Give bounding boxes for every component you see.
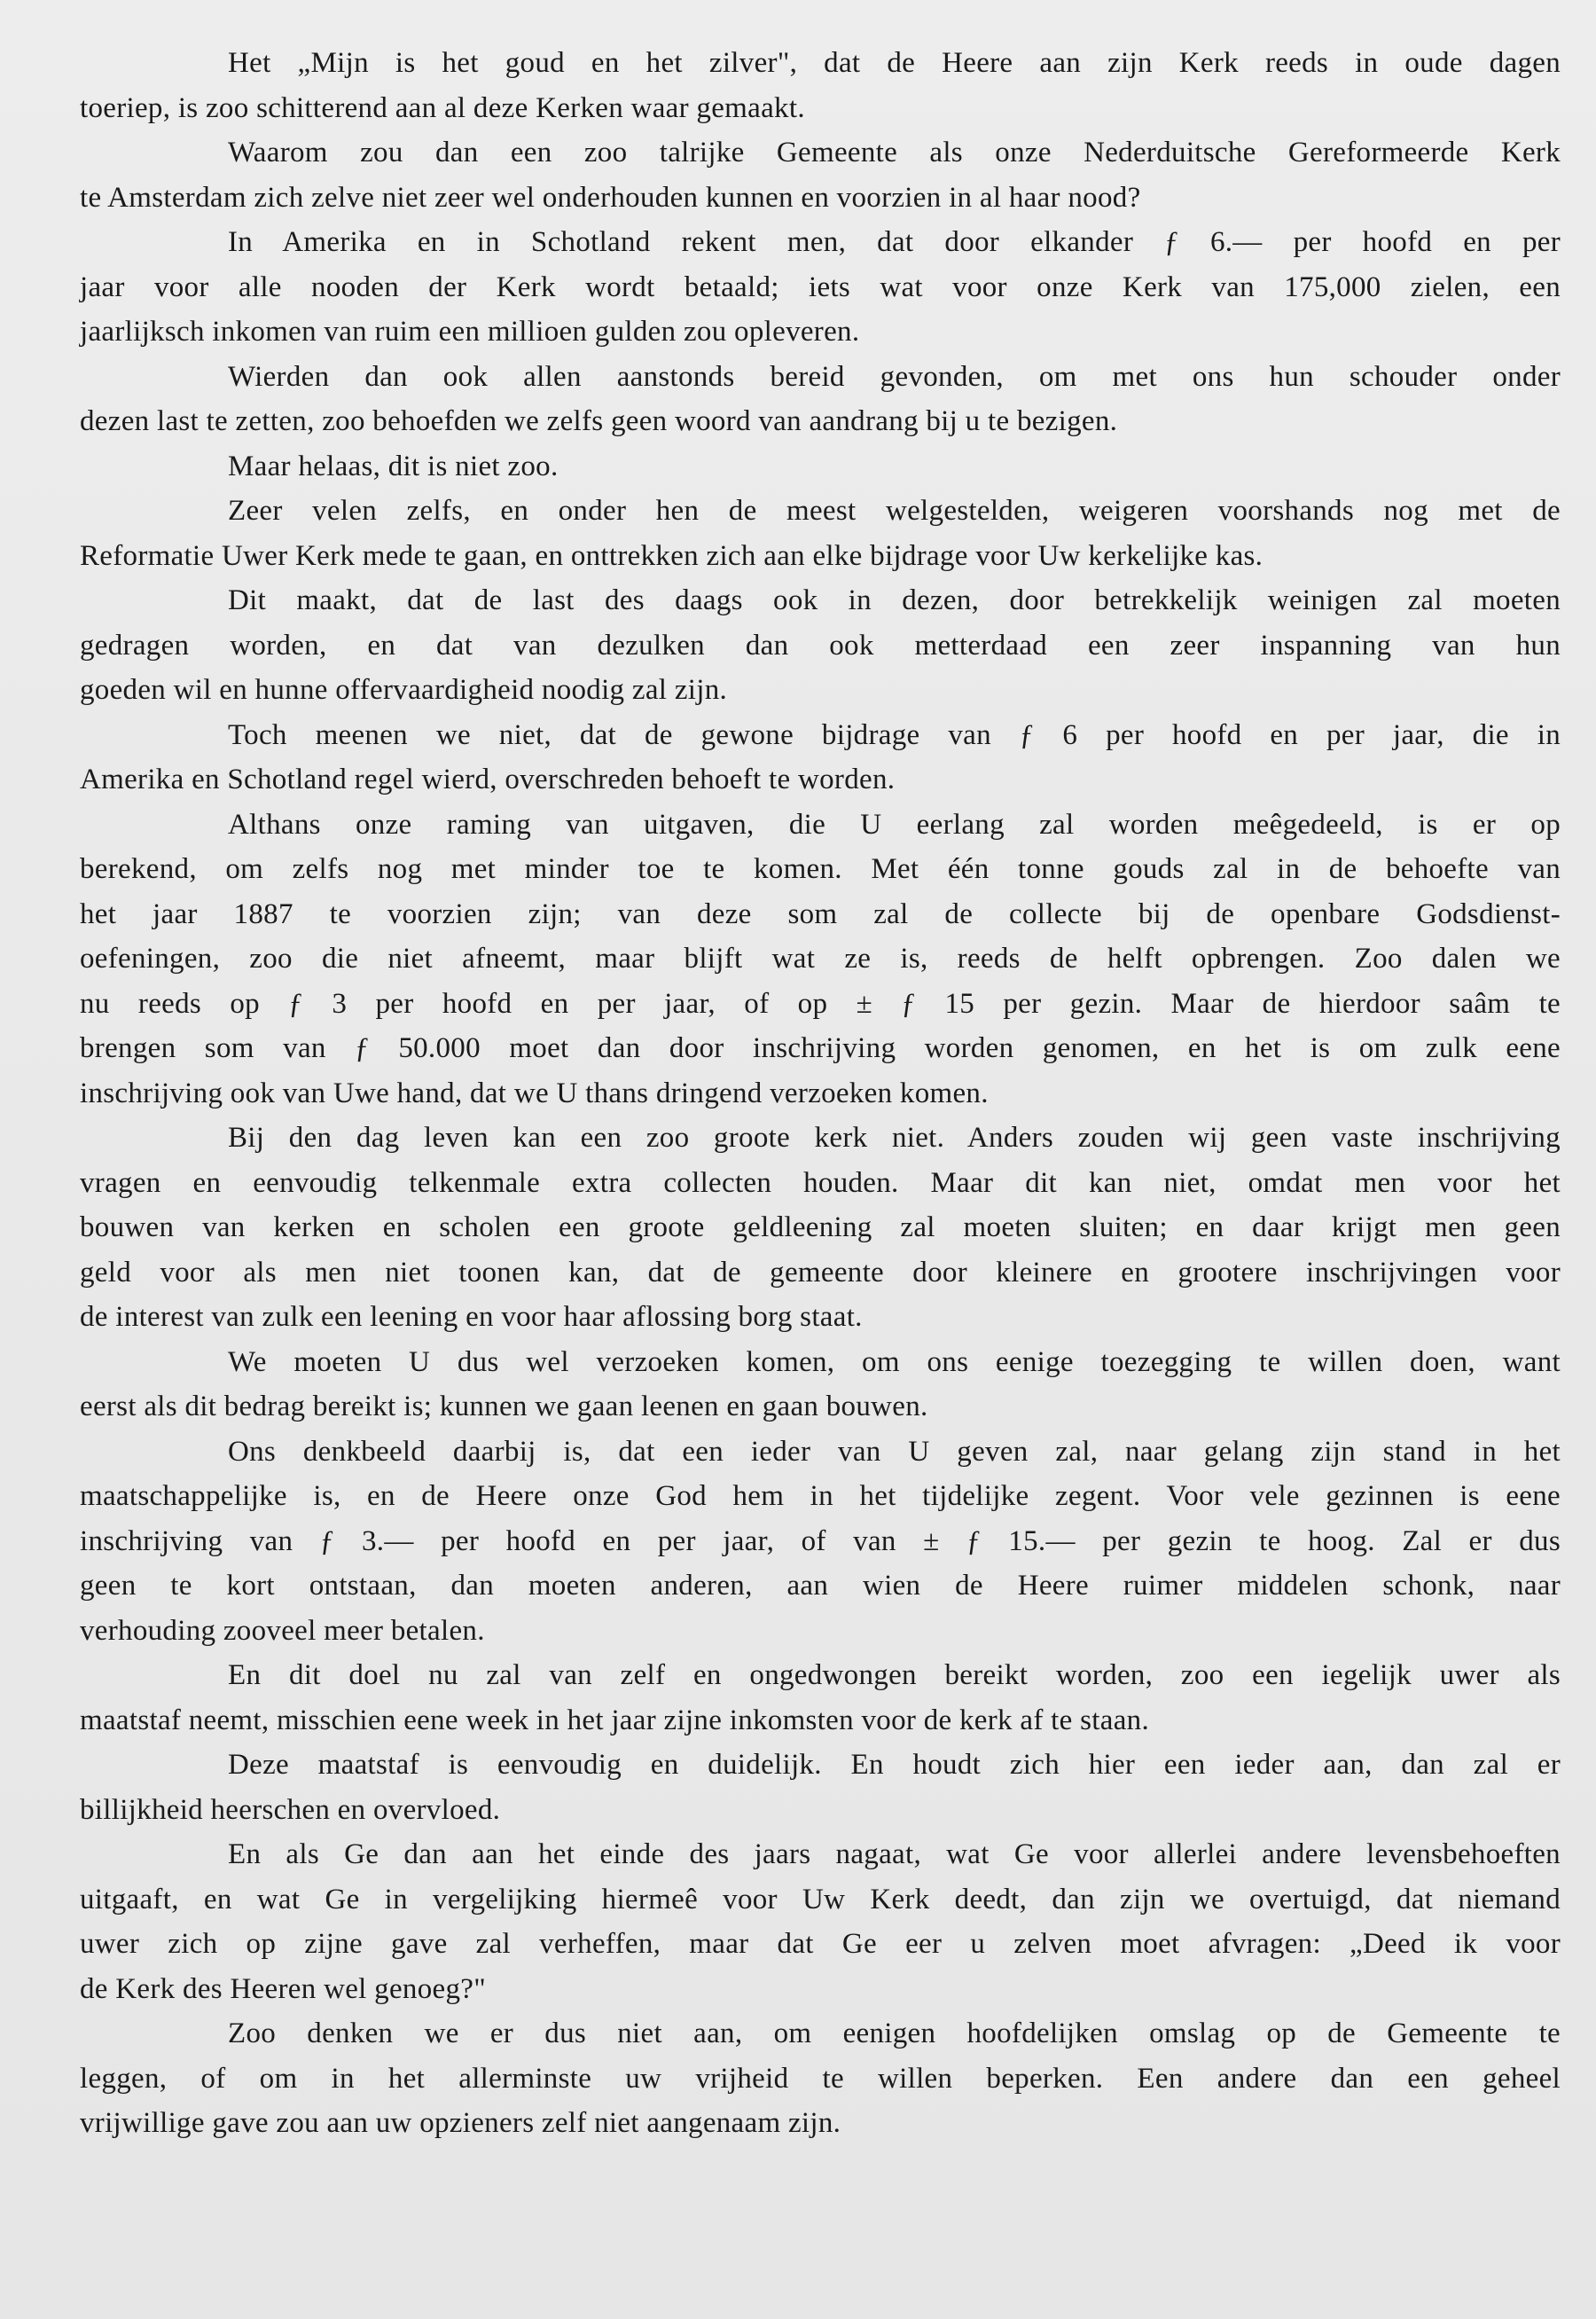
paragraph (80, 2011, 1561, 2146)
text-line: Het „Mijn is het goud en het zilver", dat de Heere aan zijn Kerk reeds in oude dagen (228, 47, 1561, 79)
text-line: Reformatie Uwer Kerk mede te gaan, en onttrekken zich aan elke bijdrage voor Uw kerkelijke kas. (80, 539, 1264, 572)
text-line: goeden wil en hunne offervaardigheid noodig zal zijn. (80, 674, 728, 706)
text-line: Dit maakt, dat de last des daags ook in dezen, door betrekkelijk weinigen zal moeten (228, 584, 1561, 616)
paragraph (80, 41, 1561, 130)
text-line: vragen en eenvoudig telkenmale extra collecten houden. Maar dit kan niet, omdat men voor het (80, 1166, 1561, 1199)
text-line: Bij den dag leven kan een zoo groote kerk niet. Anders zouden wij geen vaste inschrijving (228, 1122, 1561, 1154)
text-line: uitgaaft, en wat Ge in vergelijking hiermeê voor Uw Kerk deedt, dan zijn we overtuigd, dat niemand (80, 1883, 1561, 1916)
paragraph (80, 489, 1561, 578)
text-line: billijkheid heerschen en overvloed. (80, 1793, 501, 1826)
paragraph (80, 578, 1561, 713)
text-line: inschrijving van ƒ 3.— per hoofd en per jaar, of van ± ƒ 15.— per gezin te hoog. Zal er dus (80, 1524, 1561, 1557)
text-line: Althans onze raming van uitgaven, die U eerlang zal worden meêgedeeld, is er op (228, 808, 1561, 841)
text-line: oefeningen, zoo die niet afneemt, maar blijft wat ze is, reeds de helft opbrengen. Zoo dalen we (80, 943, 1561, 975)
text-line: dezen last te zetten, zoo behoefden we zelfs geen woord van aandrang bij u te bezigen. (80, 405, 1118, 437)
text-line: jaar voor alle nooden der Kerk wordt betaald; iets wat voor onze Kerk van 175,000 zielen, een (80, 270, 1561, 303)
text-line: toeriep, is zoo schitterend aan al deze Kerken waar gemaakt. (80, 91, 805, 124)
paragraph (80, 130, 1561, 220)
body-text (80, 41, 1561, 2146)
text-line: vrijwillige gave zou aan uw opzieners zelf niet aangenaam zijn. (80, 2107, 841, 2139)
text-line: Wierden dan ook allen aanstonds bereid gevonden, om met ons hun schouder onder (228, 360, 1561, 393)
text-line: verhouding zooveel meer betalen. (80, 1614, 485, 1647)
text-line: Zoo denken we er dus niet aan, om eenigen hoofdelijken omslag op de Gemeente te (228, 2017, 1561, 2049)
text-line: Zeer velen zelfs, en onder hen de meest welgestelden, weigeren voorshands nog met de (228, 495, 1561, 527)
text-line: te Amsterdam zich zelve niet zeer wel onderhouden kunnen en voorzien in al haar nood? (80, 181, 1141, 214)
text-line: bouwen van kerken en scholen een groote geldleening zal moeten sluiten; en daar krijgt men geen (80, 1211, 1561, 1243)
text-line: leggen, of om in het allerminste uw vrijheid te willen beperken. Een andere dan een geheel (80, 2062, 1561, 2095)
text-line: Amerika en Schotland regel wierd, overschreden behoeft te worden. (80, 764, 896, 795)
paragraph (80, 220, 1561, 355)
paragraph (80, 1340, 1561, 1430)
text-line: brengen som van ƒ 50.000 moet dan door inschrijving worden genomen, en het is om zulk eene (80, 1032, 1561, 1064)
text-line: jaarlijksch inkomen van ruim een millioen gulden zou opleveren. (80, 316, 860, 348)
text-line: geld voor als men niet toonen kan, dat de gemeente door kleinere en grootere inschrijvingen voor (80, 1256, 1561, 1289)
text-line: het jaar 1887 te voorzien zijn; van deze som zal de collecte bij de openbare Godsdienst- (80, 897, 1561, 930)
paragraph (80, 1116, 1561, 1340)
text-line: En dit doel nu zal van zelf en ongedwongen bereikt worden, zoo een iegelijk uwer als (228, 1659, 1561, 1691)
text-line: In Amerika en in Schotland rekent men, dat door elkander ƒ 6.— per hoofd en per (228, 226, 1561, 258)
paragraph (80, 1743, 1561, 1832)
text-line: maatschappelijke is, en de Heere onze God hem in het tijdelijke zegent. Voor vele gezinnen is eene (80, 1480, 1561, 1512)
paragraph (80, 803, 1561, 1116)
text-line: gedragen worden, en dat van dezulken dan ook metterdaad een zeer inspanning van hun (80, 629, 1561, 662)
text-line: berekend, om zelfs nog met minder toe te komen. Met één tonne gouds zal in de behoefte van (80, 853, 1561, 885)
text-line: Deze maatstaf is eenvoudig en duidelijk. En houdt zich hier een ieder aan, dan zal er (228, 1749, 1561, 1781)
paragraph (80, 444, 1561, 490)
paragraph (80, 1653, 1561, 1743)
text-line: nu reeds op ƒ 3 per hoofd en per jaar, of op ± ƒ 15 per gezin. Maar de hierdoor saâm te (80, 987, 1561, 1020)
text-line: Ons denkbeeld daarbij is, dat een ieder van U geven zal, naar gelang zijn stand in het (228, 1435, 1561, 1468)
paragraph (80, 1832, 1561, 2011)
paragraph (80, 713, 1561, 803)
text-line: Maar helaas, dit is niet zoo. (228, 450, 559, 482)
text-line: inschrijving ook van Uwe hand, dat we U thans dringend verzoeken komen. (80, 1077, 989, 1109)
text-line: geen te kort ontstaan, dan moeten anderen, aan wien de Heere ruimer middelen schonk, naar (80, 1570, 1561, 1602)
text-line: de Kerk des Heeren wel genoeg?" (80, 1972, 486, 2005)
paragraph (80, 1430, 1561, 1654)
paragraph (80, 355, 1561, 444)
text-line: Waarom zou dan een zoo talrijke Gemeente als onze Nederduitsche Gereformeerde Kerk (228, 137, 1561, 168)
text-line: We moeten U dus wel verzoeken komen, om ons eenige toezegging te willen doen, want (228, 1345, 1561, 1378)
text-line: Toch meenen we niet, dat de gewone bijdrage van ƒ 6 per hoofd en per jaar, die in (228, 718, 1561, 751)
text-line: de interest van zulk een leening en voor haar aflossing borg staat. (80, 1301, 863, 1333)
text-line: uwer zich op zijne gave zal verheffen, maar dat Ge eer u zelven moet afvragen: „Deed ik voor (80, 1928, 1561, 1960)
text-line: eerst als dit bedrag bereikt is; kunnen we gaan leenen en gaan bouwen. (80, 1391, 928, 1422)
text-line: En als Ge dan aan het einde des jaars nagaat, wat Ge voor allerlei andere levensbehoeften (228, 1838, 1561, 1870)
text-line: maatstaf neemt, misschien eene week in het jaar zijne inkomsten voor de kerk af te staan. (80, 1704, 1149, 1736)
